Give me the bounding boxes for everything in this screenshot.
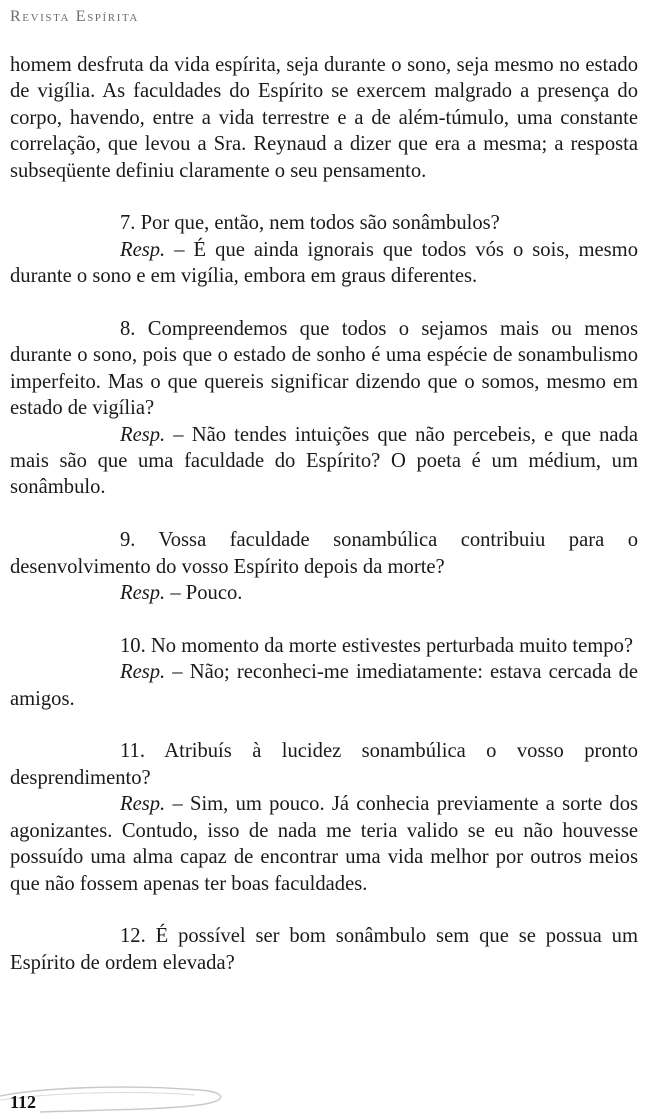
question-7: 7. Por que, então, nem todos são sonâmbulos? bbox=[120, 212, 500, 235]
body-text bbox=[10, 52, 638, 976]
answer-11-text: – Sim, um pouco. Já conhecia previamente a sorte dos agonizantes. Contudo, isso de nada me teria valido se eu não houvesse possuído uma alma capaz de encontrar uma vida melhor por outros meios que não fossem apenas ter boas faculdades. bbox=[10, 793, 638, 895]
answer-7 bbox=[10, 237, 638, 290]
answer-9-text: – Pouco. bbox=[165, 582, 243, 605]
running-head: Revista Espírita bbox=[10, 8, 139, 25]
answer-8-text: – Não tendes intuições que não percebeis, e que nada mais são que uma faculdade do Espírito? O poeta é um médium, um sonâmbulo. bbox=[10, 423, 638, 499]
answer-8 bbox=[10, 422, 638, 501]
question-11: 11. Atribuís à lucidez sonambúlica o vosso pronto desprendimento? bbox=[10, 740, 638, 789]
answer-10 bbox=[10, 659, 638, 712]
answer-9 bbox=[10, 580, 638, 606]
page-number: 112 bbox=[10, 1092, 37, 1112]
question-8: 8. Compreendemos que todos o sejamos mais ou menos durante o sono, pois que o estado de sonho é uma espécie de sonambulismo imperfeito. Mas o que quereis significar dizendo que o somos, mesmo em estado de vigília? bbox=[10, 318, 638, 420]
answer-11 bbox=[10, 791, 638, 897]
resp-label: Resp. bbox=[120, 238, 166, 261]
footer-swoosh-ornament bbox=[0, 1060, 645, 1120]
resp-label: Resp. bbox=[120, 423, 166, 446]
resp-label: Resp. bbox=[120, 661, 166, 684]
paragraph-continuation: homem desfruta da vida espírita, seja durante o sono, seja mesmo no estado de vigília. As faculdades do Espírito se exercem malgrado a presença do corpo, havendo, entre a vida terrestre e a de além-túmulo, uma constante correlação, que levou a Sra. Reynaud a dizer que era a mesma; a resposta subseqüente definiu claramente o seu pensamento. bbox=[10, 54, 638, 182]
answer-10-text: – Não; reconheci-me imediatamente: estava cercada de amigos. bbox=[10, 661, 638, 710]
question-9: 9. Vossa faculdade sonambúlica contribuiu para o desenvolvimento do vosso Espírito depois da morte? bbox=[10, 529, 638, 578]
answer-7-text: – É que ainda ignorais que todos vós o sois, mesmo durante o sono e em vigília, embora em graus diferentes. bbox=[10, 238, 638, 288]
question-10: 10. No momento da morte estivestes perturbada muito tempo? bbox=[120, 634, 634, 657]
resp-label: Resp. bbox=[120, 793, 166, 816]
resp-label: Resp. bbox=[120, 582, 166, 605]
question-12: 12. É possível ser bom sonâmbulo sem que se possua um Espírito de ordem elevada? bbox=[10, 925, 638, 974]
